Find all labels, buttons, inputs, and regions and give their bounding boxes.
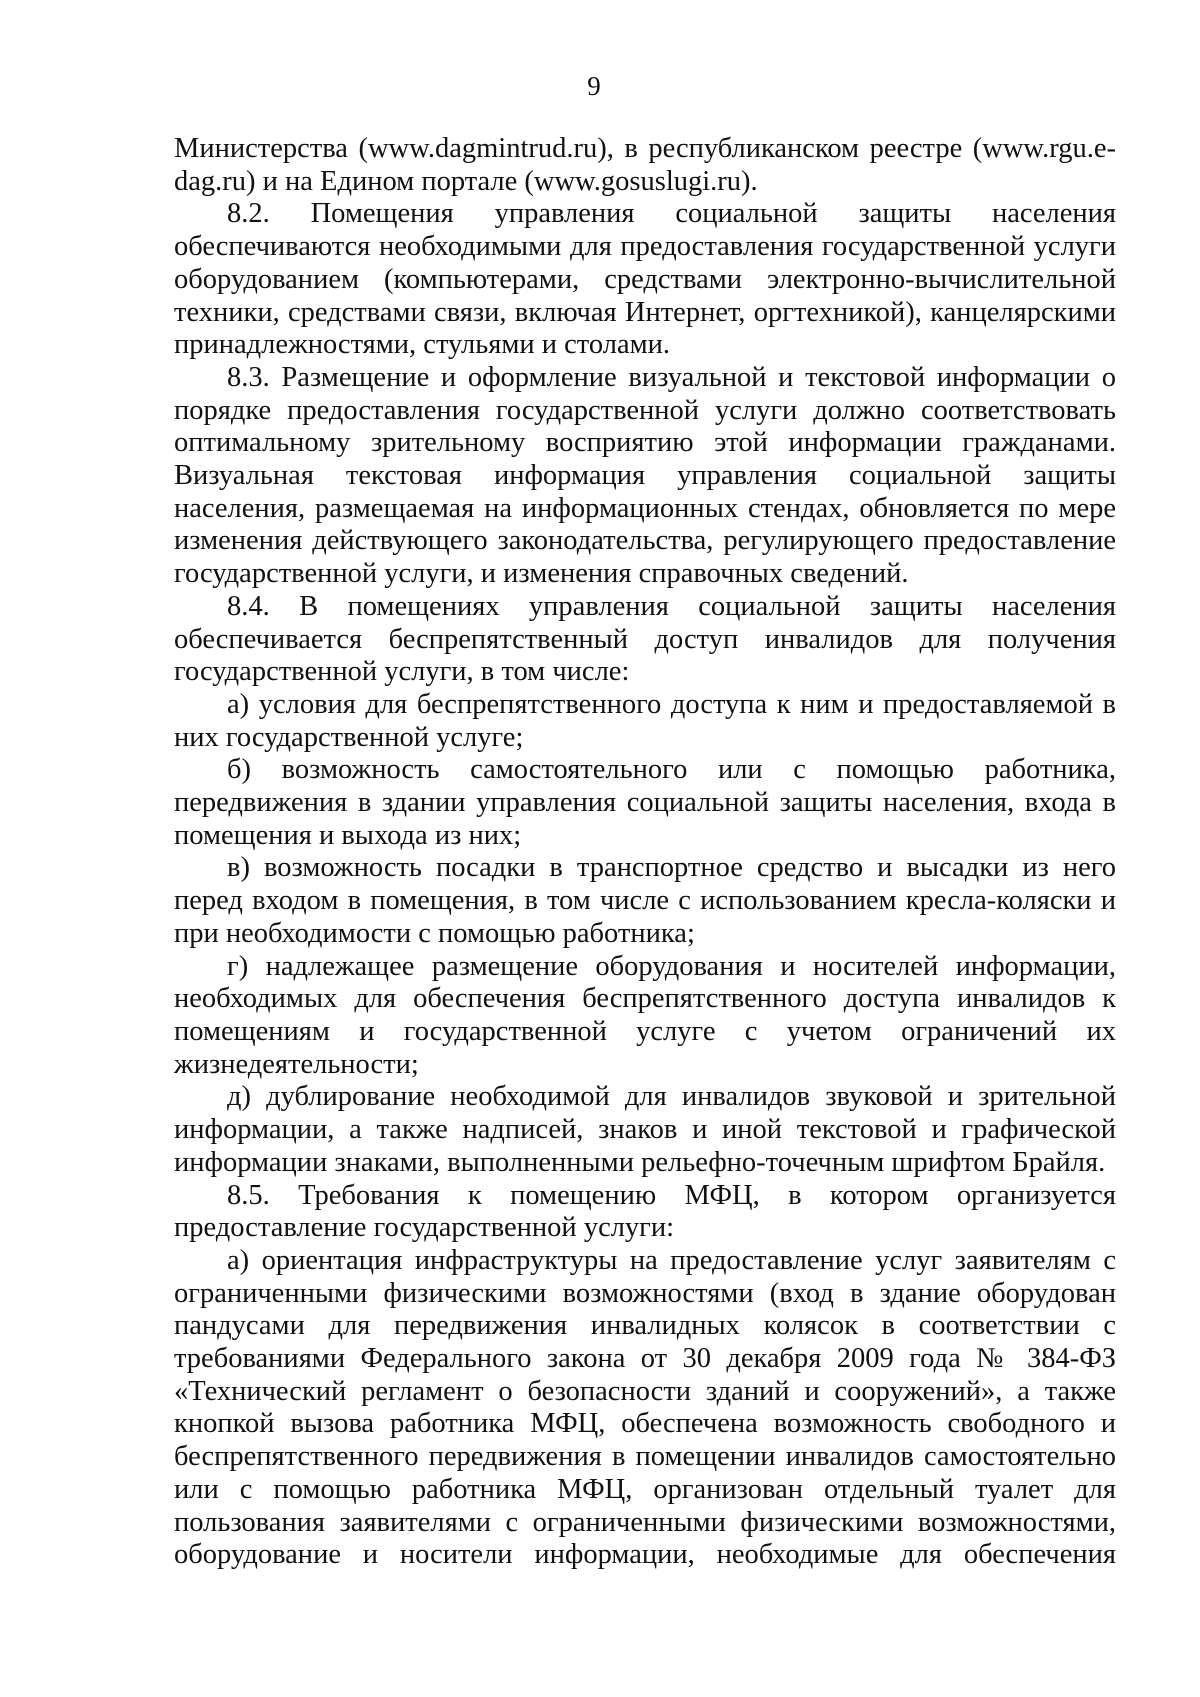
paragraph-8-4-g: г) надлежащее размещение оборудования и носителей информации, необходимых для обеспечения беспрепятственного доступа инвалидов к помещениям и государственной услуге с учетом ограничений их жизнедеятельности; bbox=[174, 950, 1116, 1080]
paragraph-8-4-b: б) возможность самостоятельного или с помощью работника, передвижения в здании управления социальной защиты населения, входа в помещения и выхода из них; bbox=[174, 754, 1116, 851]
paragraph-8-4-d: д) дублирование необходимой для инвалидов звуковой и зрительной информации, а также надписей, знаков и иной текстовой и графической информации знаками, выполненными рельефно-точечным шрифтом Брайля. bbox=[174, 1081, 1116, 1178]
paragraph-8-5: 8.5. Требования к помещению МФЦ, в котором организуется предоставление государственной услуги: bbox=[174, 1179, 1116, 1244]
paragraph-8-4: 8.4. В помещениях управления социальной защиты населения обеспечивается беспрепятственный доступ инвалидов для получения государственной услуги, в том числе: bbox=[174, 590, 1116, 688]
paragraph-8-3: 8.3. Размещение и оформление визуальной и текстовой информации о порядке предоставления государственной услуги должно соответствовать оптимальному зрительному восприятию этой информации гражданами. Визуальная текстовая информация управления социальной защиты населения, размещаемая на информационных стендах, обновляется по мере изменения действующего законодательства, регулирующего предоставление государственной услуги, и изменения справочных сведений. bbox=[174, 361, 1116, 590]
page-number: 9 bbox=[587, 71, 601, 101]
paragraph-intro: Министерства (www.dagmintrud.ru), в республиканском реестре (www.rgu.e-dag.ru) и на Едином портале (www.gosuslugi.ru). bbox=[174, 133, 1116, 197]
document-body bbox=[174, 133, 1116, 1572]
paragraph-8-2: 8.2. Помещения управления социальной защиты населения обеспечиваются необходимыми для предоставления государственной услуги оборудованием (компьютерами, средствами электронно-вычислительной техники, средствами связи, включая Интернет, оргтехникой), канцелярскими принадлежностями, стульями и столами. bbox=[174, 198, 1116, 361]
paragraph-8-5-a: а) ориентация инфраструктуры на предоставление услуг заявителям с ограниченными физическими возможностями (вход в здание оборудован пандусами для передвижения инвалидных колясок в соответствии с требованиями Федерального закона от 30 декабря 2009 года № 384-ФЗ «Технический регламент о безопасности зданий и сооружений», а также кнопкой вызова работника МФЦ, обеспечена возможность свободного и беспрепятственного передвижения в помещении инвалидов самостоятельно или с помощью работника МФЦ, организован отдельный туалет для пользования заявителями с ограниченными физическими возможностями, оборудование и носители информации, необходимые для обеспечения bbox=[174, 1244, 1116, 1571]
paragraph-8-4-v: в) возможность посадки в транспортное средство и высадки из него перед входом в помещения, в том числе с использованием кресла-коляски и при необходимости с помощью работника; bbox=[174, 852, 1116, 949]
paragraph-8-4-a: а) условия для беспрепятственного доступа к ним и предоставляемой в них государственной услуге; bbox=[174, 688, 1116, 753]
